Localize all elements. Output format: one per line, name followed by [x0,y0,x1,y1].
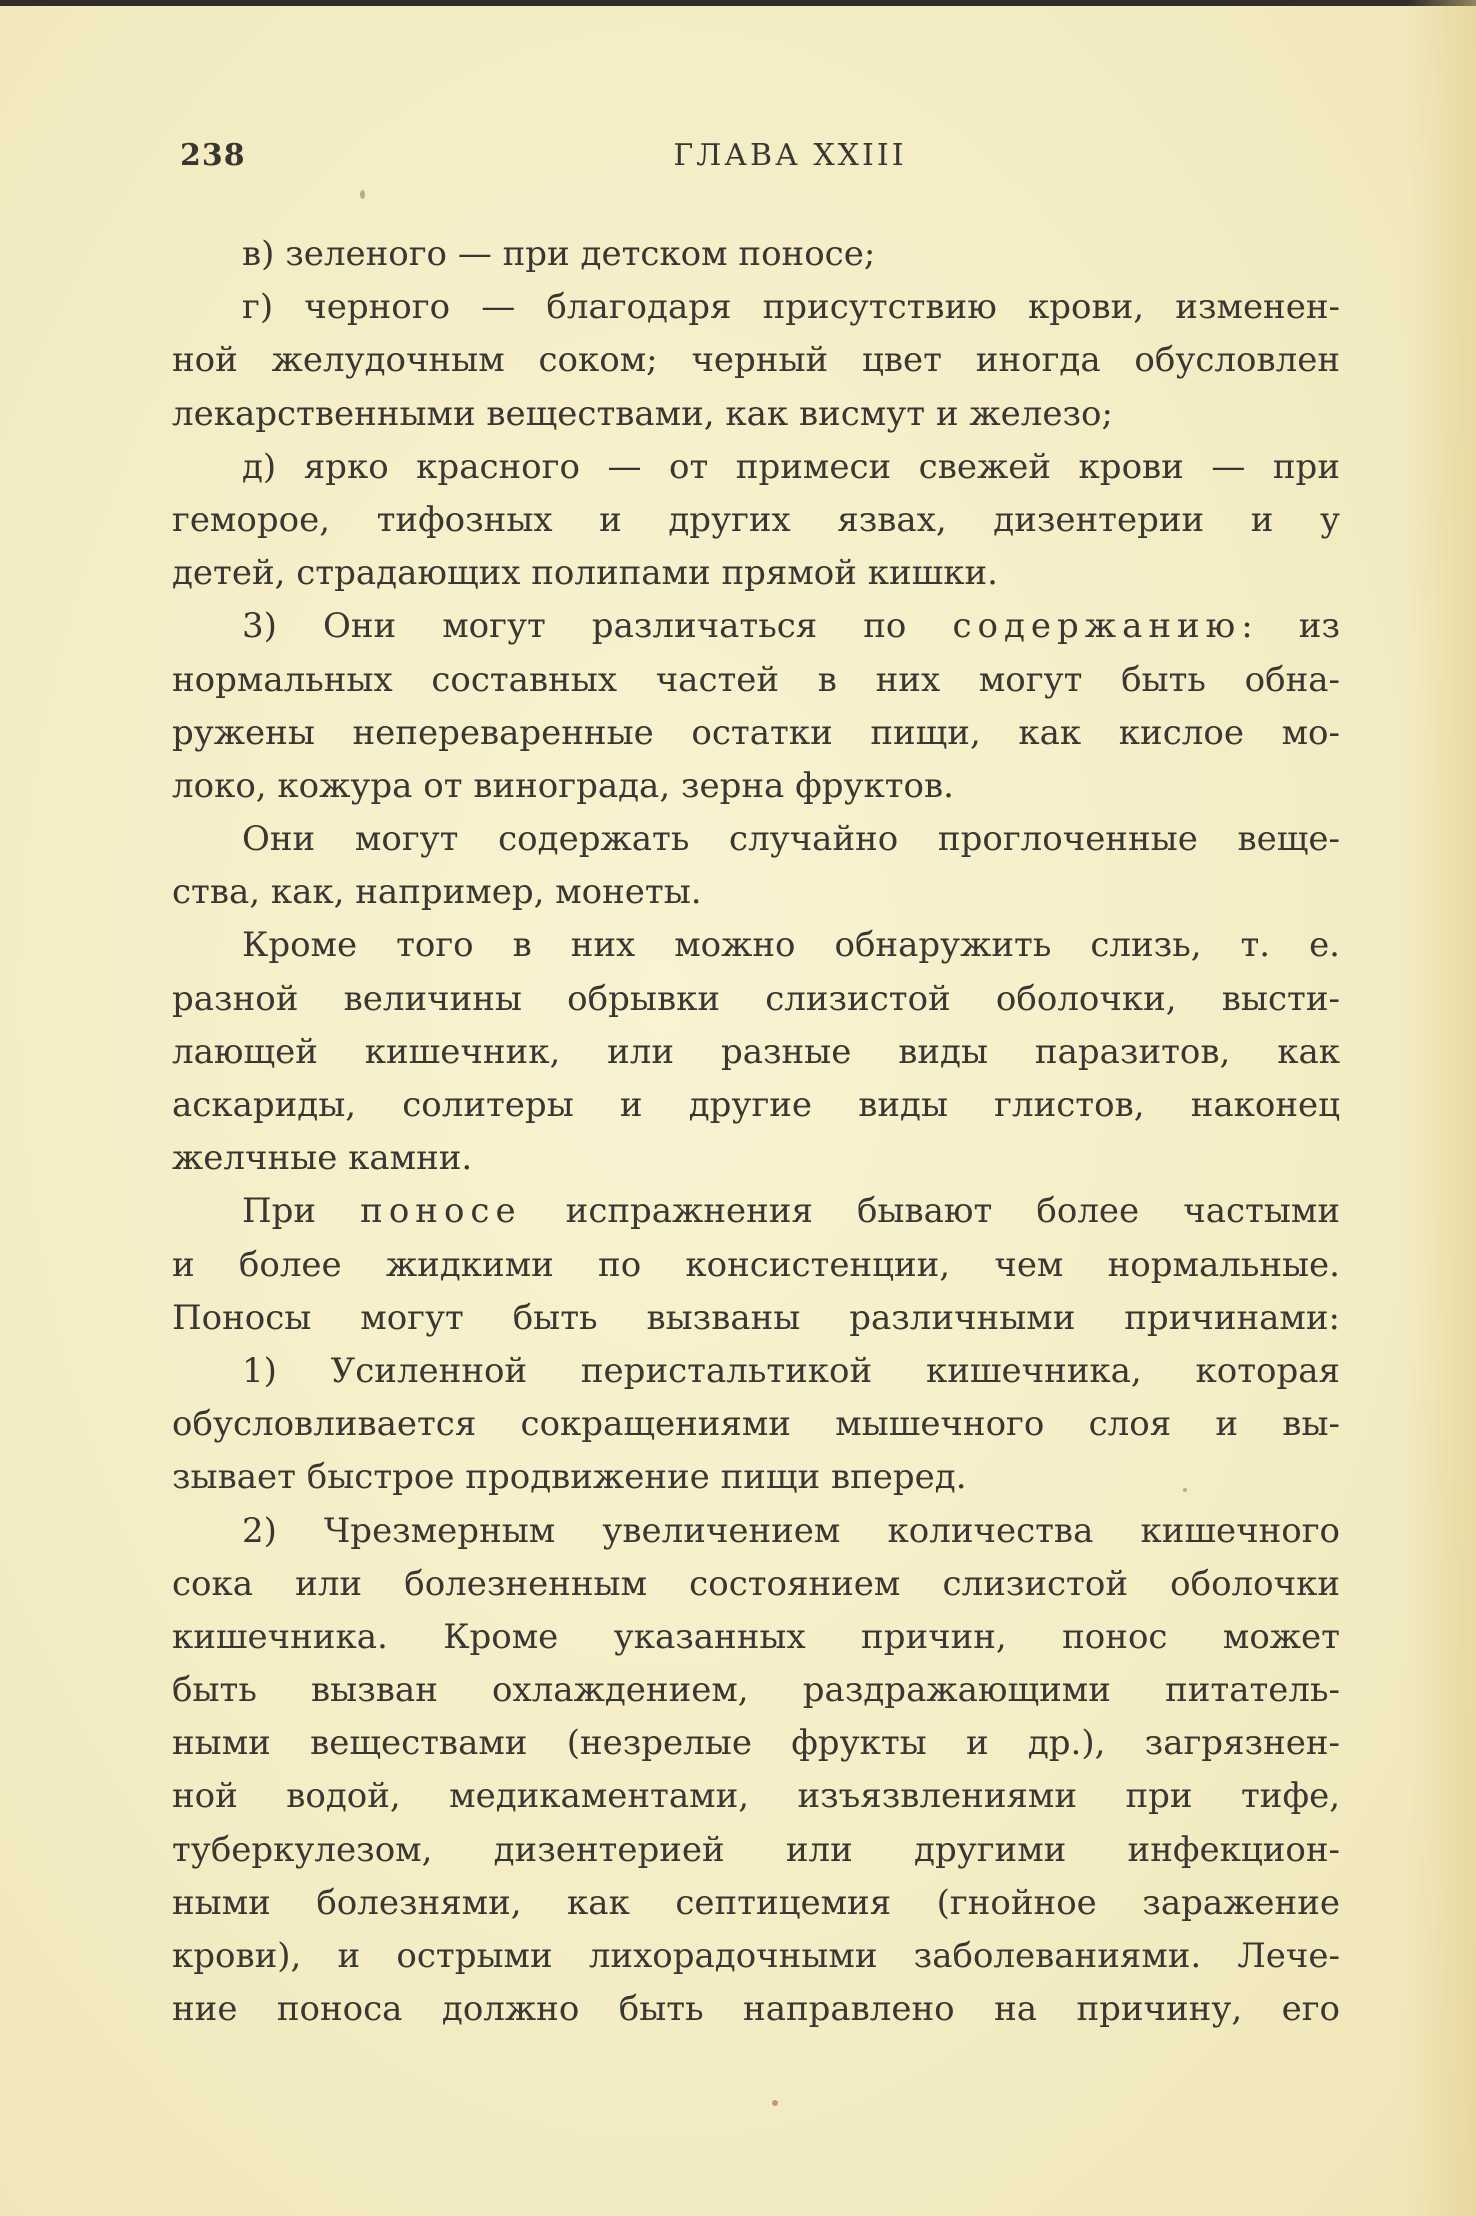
text-line-content: г) черного — благодаря присутствию крови, изменен- [242,287,1340,328]
text-line [172,281,1340,334]
page-edge-shading [1406,0,1476,2216]
page-header [180,138,1340,188]
text-line [172,1079,1340,1132]
text-line [172,1345,1340,1398]
text-line-content: разной величины обрывки слизистой оболочки, высти- [172,978,1340,1019]
text-line [172,1770,1340,1823]
text-line-content: крови), и острыми лихорадочными заболеваниями. Лече- [172,1936,1340,1976]
text-line [172,1824,1340,1877]
text-line-tail: : из [1241,606,1340,647]
text-line [172,1292,1340,1345]
text-line [172,919,1340,972]
text-line-content: желчные камни. [172,1138,473,1179]
text-line-content: быть вызван охлаждением, раздражающими питатель- [172,1670,1340,1711]
page-number: 238 [180,138,246,173]
text-line-content: 1) Усиленной перистальтикой кишечника, которая [242,1350,1340,1391]
text-line-content: детей, страдающих полипами прямой кишки. [172,553,998,594]
text-line [172,600,1340,653]
text-line-content: 3) Они могут различаться по [242,606,907,647]
text-line-content: ства, как, например, монеты. [172,872,702,913]
text-line [172,1132,1340,1185]
text-line-content: локо, кожура от винограда, зерна фруктов. [172,765,954,806]
text-line-content: Кроме того в них можно обнаружить слизь, т. е. [242,925,1340,966]
text-line [172,866,1340,919]
text-line-content: ными веществами (незрелые фрукты и др.), загрязнен- [172,1723,1340,1764]
text-line-tail: испражнения бывают более частыми [521,1191,1340,1232]
text-line-content: Они могут содержать случайно проглоченные веще- [242,819,1340,860]
text-line [172,813,1340,866]
text-line [172,760,1340,813]
paper-speck [360,190,365,199]
text-line-content: лающей кишечник, или разные виды паразитов, как [172,1031,1340,1072]
text-line-content: ной водой, медикаментами, изъязвлениями при тифе, [172,1776,1340,1817]
text-line-content: Поносы могут быть вызваны различными причинами: [172,1297,1340,1338]
body-text [172,228,1340,2036]
spaced-emphasis: поносе [360,1191,522,1232]
text-line-content: ние поноса должно быть направлено на причину, его [172,1989,1340,2030]
text-line-content: д) ярко красного — от примеси свежей крови — при [242,446,1340,487]
text-line [172,1451,1340,1504]
text-line [172,1664,1340,1717]
text-line [172,1185,1340,1238]
spaced-emphasis: содержанию [952,606,1242,647]
text-line-content: сока или болезненным состоянием слизистой оболочки [172,1563,1340,1604]
text-line-content: лекарственными веществами, как висмут и железо; [172,393,1113,434]
paper-speck [1183,1488,1187,1492]
text-line [172,494,1340,547]
text-line [172,1983,1340,2036]
text-line-content: в) зеленого — при детском поносе; [242,234,876,274]
text-line [172,388,1340,441]
running-title: ГЛАВА XXIII [673,138,907,173]
text-line [172,973,1340,1026]
text-line [172,1239,1340,1292]
text-line-content: геморое, тифозных и других язвах, дизентерии и у [172,499,1340,540]
text-line-content: 2) Чрезмерным увеличением количества кишечного [242,1510,1340,1551]
scan-top-edge [0,0,1476,6]
text-line [172,1505,1340,1558]
text-line [172,441,1340,494]
text-line [172,547,1340,600]
text-line-content: туберкулезом, дизентерией или другими инфекцион- [172,1829,1340,1870]
text-line [172,1717,1340,1770]
text-line-content: кишечника. Кроме указанных причин, понос может [172,1616,1340,1657]
text-line [172,1930,1340,1983]
text-line [172,1398,1340,1451]
text-line-content: При [242,1191,317,1232]
text-line [172,707,1340,760]
text-line-content: ружены непереваренные остатки пищи, как кислое мо- [172,712,1340,753]
text-line-content: и более жидкими по консистенции, чем нормальные. [172,1244,1340,1285]
paper-speck [772,2100,778,2106]
text-line [172,1026,1340,1079]
text-line-content: аскариды, солитеры и другие виды глистов, наконец [172,1085,1340,1125]
text-line-content: обусловливается сокращениями мышечного слоя и вы- [172,1404,1340,1445]
text-line [172,228,1340,281]
text-line [172,1558,1340,1611]
text-line [172,334,1340,387]
text-line [172,1611,1340,1664]
text-line [172,1877,1340,1930]
text-line-content: ными болезнями, как септицемия (гнойное заражение [172,1882,1340,1923]
text-line [172,654,1340,707]
text-line-content: зывает быстрое продвижение пищи вперед. [172,1457,967,1498]
text-line-content: нормальных составных частей в них могут быть обна- [172,659,1340,700]
text-line-content: ной желудочным соком; черный цвет иногда обусловлен [172,340,1340,381]
